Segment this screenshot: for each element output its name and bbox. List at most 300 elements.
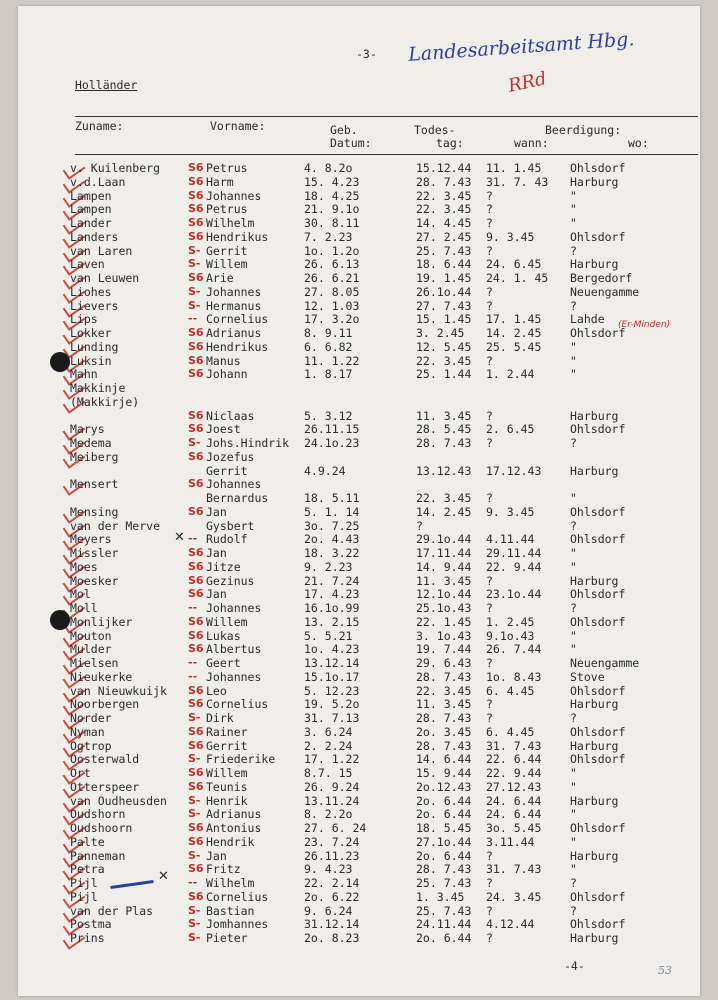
- table-row: [18, 671, 700, 685]
- burial-place-cell: Harburg: [570, 793, 619, 808]
- burial-date-cell: 24. 6.45: [486, 257, 542, 272]
- death-date-cell: 28. 7.43: [416, 862, 472, 877]
- first-name-cell: Jitze: [206, 559, 241, 574]
- death-date-cell: 2o. 3.45: [416, 724, 472, 739]
- birth-date-cell: 26. 6.13: [304, 257, 360, 272]
- death-date-cell: 28. 7.43: [416, 436, 472, 450]
- col-death-2: tag:: [436, 136, 464, 150]
- burial-date-cell: 31. 7.43: [486, 738, 542, 753]
- birth-date-cell: 15. 4.23: [304, 174, 360, 189]
- death-date-cell: 22. 1.45: [416, 614, 472, 629]
- birth-date-cell: 9. 6.24: [304, 903, 353, 918]
- table-row: [18, 643, 700, 657]
- category-mark: S6: [188, 188, 204, 202]
- category-mark: S6: [188, 504, 204, 518]
- first-name-cell: Petrus: [206, 202, 248, 217]
- burial-place-cell: Lahde: [570, 312, 605, 327]
- category-mark: --: [188, 656, 198, 669]
- burial-date-cell: 24. 6.44: [486, 807, 542, 822]
- burial-place-cell: ?: [570, 876, 577, 890]
- death-date-cell: 28. 5.45: [416, 422, 472, 437]
- red-initials: RRd: [506, 68, 549, 97]
- header-rule-top: [75, 116, 698, 117]
- first-name-cell: Harm: [206, 174, 234, 189]
- death-date-cell: 27. 2.45: [416, 229, 472, 244]
- category-mark: S6: [188, 339, 204, 353]
- col-burial-when: wann:: [514, 136, 549, 150]
- burial-place-cell: Ohlsdorf: [570, 821, 626, 835]
- surname-cell: Noorbergen: [70, 697, 140, 712]
- first-name-cell: Johannes: [206, 284, 262, 299]
- death-date-cell: 11. 3.45: [416, 408, 472, 423]
- col-born-2: Datum:: [330, 136, 372, 150]
- death-date-cell: 18. 6.44: [416, 257, 472, 272]
- death-date-cell: 3. 2.45: [416, 326, 465, 340]
- burial-date-cell: ?: [486, 573, 493, 588]
- col-death-1: Todes-: [414, 123, 456, 137]
- burial-date-cell: 3.11.44: [486, 834, 535, 849]
- first-name-cell: Gerrit: [206, 463, 248, 478]
- surname-cell: Ort: [70, 766, 91, 780]
- death-date-cell: 13.12.43: [416, 463, 472, 478]
- burial-place-cell: Harburg: [570, 174, 619, 189]
- table-row: [18, 327, 700, 341]
- burial-place-cell: ": [570, 367, 577, 382]
- table-row: [18, 382, 700, 396]
- burial-place-cell: Harburg: [570, 463, 619, 478]
- col-first-name: Vorname:: [210, 119, 266, 133]
- table-row: [18, 465, 700, 479]
- burial-place-cell: ": [570, 807, 577, 822]
- surname-cell: (Makkirje): [70, 394, 140, 409]
- first-name-cell: Fritz: [206, 862, 241, 877]
- birth-date-cell: 8. 2.2o: [304, 807, 353, 822]
- category-mark: S6: [188, 216, 204, 229]
- burial-date-cell: 25. 5.45: [486, 339, 542, 354]
- surname-cell: v.d.Laan: [70, 174, 126, 189]
- burial-place-cell: Ohlsdorf: [570, 161, 626, 175]
- death-date-cell: 26.1o.44: [416, 284, 472, 299]
- table-row: [18, 272, 700, 286]
- surname-cell: Lunding: [70, 339, 119, 354]
- burial-place-cell: Ohlsdorf: [570, 587, 626, 602]
- birth-date-cell: 26.11.23: [304, 848, 360, 863]
- table-row: [18, 203, 700, 217]
- document-page: [18, 6, 700, 996]
- death-date-cell: 25. 7.43: [416, 876, 472, 890]
- death-date-cell: 19. 7.44: [416, 642, 472, 657]
- burial-place-cell: Ohlsdorf: [570, 889, 626, 904]
- first-name-cell: Antonius: [206, 821, 262, 835]
- first-name-cell: Cornelius: [206, 312, 269, 327]
- lahde-annotation: (Er-Minden): [618, 320, 671, 330]
- category-mark: S-: [188, 298, 201, 312]
- category-mark: S-: [188, 903, 201, 917]
- table-row: [18, 836, 700, 850]
- surname-cell: Lampen: [70, 188, 112, 203]
- death-date-cell: 18. 5.45: [416, 821, 472, 835]
- surname-cell: Monlijker: [70, 614, 133, 629]
- burial-place-cell: ?: [570, 243, 577, 258]
- first-name-cell: Hermanus: [206, 298, 262, 313]
- death-date-cell: 19. 1.45: [416, 271, 472, 285]
- birth-date-cell: 22. 2.14: [304, 876, 360, 890]
- surname-cell: Lievers: [70, 298, 119, 313]
- burial-place-cell: ?: [570, 298, 577, 313]
- death-date-cell: 29.1o.44: [416, 532, 472, 547]
- surname-cell: Oudshoorn: [70, 821, 133, 835]
- table-row: [18, 808, 700, 822]
- category-mark: S6: [188, 724, 204, 738]
- surname-cell: Otterspeer: [70, 779, 140, 794]
- first-name-cell: Friederike: [206, 752, 276, 767]
- birth-date-cell: 13.11.24: [304, 793, 360, 808]
- burial-date-cell: ?: [486, 848, 493, 863]
- burial-place-cell: Ohlsdorf: [570, 724, 626, 739]
- table-row: [18, 300, 700, 314]
- death-date-cell: 3. 1o.43: [416, 628, 472, 643]
- burial-date-cell: 26. 7.44: [486, 642, 542, 657]
- death-date-cell: 22. 3.45: [416, 188, 472, 203]
- burial-place-cell: Bergedorf: [570, 271, 633, 285]
- birth-date-cell: 5. 1. 14: [304, 504, 360, 519]
- category-mark: S6: [188, 271, 204, 284]
- burial-date-cell: 9. 3.45: [486, 229, 535, 244]
- category-mark: S-: [188, 917, 201, 931]
- table-row: [18, 217, 700, 231]
- first-name-cell: Hendrik: [206, 834, 255, 849]
- birth-date-cell: 18. 4.25: [304, 188, 360, 203]
- burial-place-cell: Harburg: [570, 697, 619, 712]
- burial-place-cell: Ohlsdorf: [570, 614, 626, 629]
- surname-cell: Moesker: [70, 573, 119, 588]
- header-rule-bottom: [75, 154, 698, 155]
- category-mark: --: [188, 669, 198, 683]
- birth-date-cell: 9. 2.23: [304, 559, 353, 574]
- birth-date-cell: 2o. 6.22: [304, 889, 360, 904]
- birth-date-cell: 24.1o.23: [304, 436, 360, 450]
- table-row: [18, 162, 700, 176]
- birth-date-cell: 17. 4.23: [304, 587, 360, 602]
- first-name-cell: Willem: [206, 257, 248, 272]
- first-name-cell: Jan: [206, 504, 227, 519]
- burial-place-cell: ": [570, 353, 577, 368]
- surname-cell: Luksin: [70, 353, 112, 368]
- category-mark: S6: [188, 862, 204, 876]
- burial-date-cell: 1. 2.45: [486, 614, 535, 629]
- burial-date-cell: ?: [486, 601, 493, 615]
- birth-date-cell: 3. 6.24: [304, 724, 353, 739]
- first-name-cell: Gezinus: [206, 573, 255, 588]
- death-date-cell: 15.12.44: [416, 161, 472, 175]
- burial-date-cell: 6. 4.45: [486, 683, 535, 698]
- death-date-cell: 11. 3.45: [416, 573, 472, 588]
- burial-place-cell: ": [570, 339, 577, 354]
- burial-place-cell: Harburg: [570, 408, 619, 423]
- surname-cell: Meiberg: [70, 449, 119, 464]
- birth-date-cell: 12. 1.03: [304, 298, 360, 313]
- punch-hole-upper: [50, 352, 70, 372]
- burial-date-cell: 3o. 5.45: [486, 821, 542, 835]
- death-date-cell: 14. 2.45: [416, 504, 472, 519]
- col-burial: Beerdigung:: [545, 123, 622, 137]
- burial-date-cell: ?: [486, 298, 493, 313]
- surname-cell: Marys: [70, 422, 105, 437]
- burial-date-cell: 31. 7. 43: [486, 174, 549, 189]
- burial-place-cell: Ohlsdorf: [570, 752, 626, 767]
- surname-cell: Postma: [70, 917, 112, 932]
- first-name-cell: Cornelius: [206, 697, 269, 712]
- surname-cell: Lampen: [70, 202, 112, 217]
- birth-date-cell: 1o. 1.2o: [304, 243, 360, 258]
- burial-place-cell: ?: [570, 601, 577, 615]
- first-name-cell: Lukas: [206, 628, 241, 643]
- first-name-cell: Adrianus: [206, 807, 262, 822]
- burial-date-cell: 17.12.43: [486, 463, 542, 478]
- table-row: [18, 547, 700, 561]
- death-date-cell: 29. 6.43: [416, 656, 472, 670]
- surname-cell: Lips: [70, 312, 98, 327]
- table-row: [18, 561, 700, 575]
- birth-date-cell: 18. 5.11: [304, 491, 360, 505]
- surname-cell: van der Merve: [70, 518, 161, 533]
- table-row: [18, 492, 700, 506]
- burial-date-cell: 14. 2.45: [486, 326, 542, 340]
- death-date-cell: 2o. 6.44: [416, 793, 472, 808]
- birth-date-cell: 13.12.14: [304, 656, 360, 670]
- surname-cell: van der Plas: [70, 903, 154, 918]
- category-mark: S6: [188, 353, 204, 367]
- burial-date-cell: 22. 9.44: [486, 766, 542, 780]
- burial-date-cell: 29.11.44: [486, 546, 542, 560]
- death-date-cell: 28. 7.43: [416, 711, 472, 725]
- page-number-top: -3-: [356, 47, 377, 61]
- table-row: [18, 850, 700, 864]
- first-name-cell: Leo: [206, 683, 227, 698]
- burial-date-cell: ?: [486, 656, 493, 670]
- first-name-cell: Johannes: [206, 477, 262, 492]
- surname-cell: Medema: [70, 436, 112, 450]
- first-name-cell: Dirk: [206, 711, 234, 725]
- table-row: [18, 630, 700, 644]
- death-date-cell: 22. 3.45: [416, 491, 472, 505]
- first-name-cell: Willem: [206, 614, 248, 629]
- first-name-cell: Gerrit: [206, 243, 248, 258]
- category-mark: S6: [188, 546, 204, 559]
- first-name-cell: Gysbert: [206, 518, 255, 533]
- burial-date-cell: 23.1o.44: [486, 587, 542, 602]
- burial-date-cell: ?: [486, 408, 493, 423]
- burial-place-cell: Harburg: [570, 848, 619, 863]
- category-mark: S6: [188, 642, 204, 656]
- birth-date-cell: 21. 9.1o: [304, 202, 360, 217]
- first-name-cell: Johannes: [206, 188, 262, 203]
- birth-date-cell: 2. 2.24: [304, 738, 353, 753]
- table-row: [18, 258, 700, 272]
- birth-date-cell: 2o. 4.43: [304, 532, 360, 547]
- table-row: [18, 423, 700, 437]
- table-row: [18, 602, 700, 616]
- table-row: [18, 822, 700, 836]
- category-mark: S-: [188, 807, 201, 821]
- death-date-cell: 2o. 6.44: [416, 848, 472, 863]
- table-row: [18, 905, 700, 919]
- category-mark: --: [188, 601, 198, 614]
- first-name-cell: Pieter: [206, 931, 248, 945]
- surname-cell: van Laren: [70, 243, 133, 258]
- burial-place-cell: ": [570, 559, 577, 574]
- handwritten-title: Landesarbeitsamt Hbg.: [407, 28, 636, 66]
- category-mark: S-: [188, 931, 201, 944]
- category-mark: --: [188, 312, 198, 326]
- section-title: Holländer: [75, 78, 138, 92]
- table-row: [18, 575, 700, 589]
- burial-date-cell: ?: [486, 876, 493, 890]
- category-mark: S6: [188, 766, 204, 779]
- first-name-cell: Jan: [206, 587, 227, 602]
- burial-date-cell: 27.12.43: [486, 779, 542, 794]
- burial-date-cell: 24. 1. 45: [486, 271, 549, 285]
- death-date-cell: 25. 7.43: [416, 243, 472, 258]
- surname-cell: Missler: [70, 546, 119, 560]
- death-date-cell: 22. 3.45: [416, 202, 472, 217]
- category-mark: S-: [188, 793, 201, 807]
- surname-cell: Nyman: [70, 724, 105, 739]
- table-row: [18, 781, 700, 795]
- birth-date-cell: 1. 8.17: [304, 367, 353, 382]
- burial-date-cell: 9.1o.43: [486, 628, 535, 643]
- table-row: [18, 245, 700, 259]
- scan-number: 53: [658, 964, 672, 977]
- category-mark: S6: [188, 779, 204, 793]
- category-mark: S-: [188, 711, 201, 724]
- death-date-cell: 12. 5.45: [416, 339, 472, 354]
- surname-cell: Mahn: [70, 367, 98, 382]
- burial-date-cell: 22. 9.44: [486, 559, 542, 574]
- burial-date-cell: ?: [486, 216, 493, 230]
- category-mark: S6: [188, 367, 204, 381]
- surname-cell: Moll: [70, 601, 98, 615]
- burial-date-cell: ?: [486, 243, 493, 258]
- burial-date-cell: 24. 6.44: [486, 793, 542, 808]
- first-name-cell: Geert: [206, 656, 241, 670]
- burial-place-cell: ": [570, 834, 577, 849]
- category-mark: S-: [188, 284, 201, 298]
- table-row: [18, 657, 700, 671]
- first-name-cell: Johannes: [206, 669, 262, 684]
- surname-cell: Oosterwald: [70, 752, 140, 767]
- surname-cell: Prins: [70, 931, 105, 945]
- birth-date-cell: 26.11.15: [304, 422, 360, 437]
- surname-cell: Makkinje: [70, 381, 126, 395]
- surname-cell: Petra: [70, 862, 105, 877]
- table-row: [18, 231, 700, 245]
- table-row: [18, 588, 700, 602]
- first-name-cell: Bastian: [206, 903, 255, 918]
- category-mark: S6: [188, 326, 204, 339]
- table-row: [18, 410, 700, 424]
- table-row: [18, 767, 700, 781]
- category-mark: S-: [188, 243, 201, 257]
- category-mark: S6: [188, 174, 204, 188]
- death-date-cell: ?: [416, 518, 423, 533]
- category-mark: S6: [188, 683, 204, 697]
- birth-date-cell: 4. 8.2o: [304, 161, 353, 175]
- first-name-cell: Gerrit: [206, 738, 248, 753]
- category-mark: S6: [188, 559, 204, 573]
- death-date-cell: 14. 9.44: [416, 559, 472, 574]
- burial-date-cell: ?: [486, 202, 493, 217]
- first-name-cell: Albertus: [206, 642, 262, 657]
- first-name-cell: Teunis: [206, 779, 248, 794]
- death-date-cell: 2o.12.43: [416, 779, 472, 794]
- table-row: [18, 506, 700, 520]
- category-mark: S6: [188, 697, 204, 711]
- register-table: [18, 162, 700, 946]
- birth-date-cell: 31.12.14: [304, 917, 360, 932]
- burial-date-cell: ?: [486, 353, 493, 368]
- death-date-cell: 15. 1.45: [416, 312, 472, 327]
- category-mark: S6: [188, 202, 204, 216]
- table-row: [18, 533, 700, 547]
- birth-date-cell: 1o. 4.23: [304, 642, 360, 657]
- category-mark: S6: [188, 449, 204, 463]
- burial-place-cell: ": [570, 216, 577, 230]
- death-date-cell: 27. 7.43: [416, 298, 472, 313]
- burial-place-cell: Ohlsdorf: [570, 532, 626, 547]
- burial-date-cell: ?: [486, 711, 493, 725]
- burial-place-cell: ?: [570, 711, 577, 725]
- category-mark: S6: [188, 477, 204, 491]
- first-name-cell: Jan: [206, 848, 227, 863]
- burial-place-cell: ": [570, 642, 577, 657]
- death-date-cell: 14. 4.45: [416, 216, 472, 230]
- burial-place-cell: Ohlsdorf: [570, 422, 626, 437]
- burial-place-cell: Harburg: [570, 573, 619, 588]
- category-mark: S6: [188, 889, 204, 903]
- table-row: [18, 863, 700, 877]
- table-row: [18, 355, 700, 369]
- category-mark: S-: [188, 752, 201, 766]
- first-name-cell: Jomhannes: [206, 917, 269, 932]
- table-row: [18, 753, 700, 767]
- burial-place-cell: Neuengamme: [570, 284, 640, 299]
- burial-place-cell: Ohlsdorf: [570, 326, 626, 340]
- surname-cell: Mensing: [70, 504, 119, 519]
- table-row: [18, 685, 700, 699]
- birth-date-cell: 8. 9.11: [304, 326, 353, 340]
- birth-date-cell: 26. 6.21: [304, 271, 360, 285]
- surname-cell: Lander: [70, 216, 112, 230]
- surname-cell: Laven: [70, 257, 105, 272]
- table-row: [18, 891, 700, 905]
- death-date-cell: 25. 1.44: [416, 367, 472, 382]
- birth-date-cell: 5. 3.12: [304, 408, 353, 423]
- surname-cell: Nieukerke: [70, 669, 133, 684]
- first-name-cell: Johs.Hindrik: [206, 436, 290, 450]
- surname-cell: Landers: [70, 229, 119, 244]
- surname-cell: Mol: [70, 587, 91, 602]
- burial-date-cell: 1o. 8.43: [486, 669, 542, 684]
- table-row: [18, 918, 700, 932]
- birth-date-cell: 18. 3.22: [304, 546, 360, 560]
- death-date-cell: 12.1o.44: [416, 587, 472, 602]
- birth-date-cell: 27. 6. 24: [304, 821, 367, 835]
- first-name-cell: Niclaas: [206, 408, 255, 423]
- surname-cell: van Nieuwkuijk: [70, 683, 167, 698]
- burial-date-cell: 6. 4.45: [486, 724, 535, 739]
- surname-cell: Mielsen: [70, 656, 119, 670]
